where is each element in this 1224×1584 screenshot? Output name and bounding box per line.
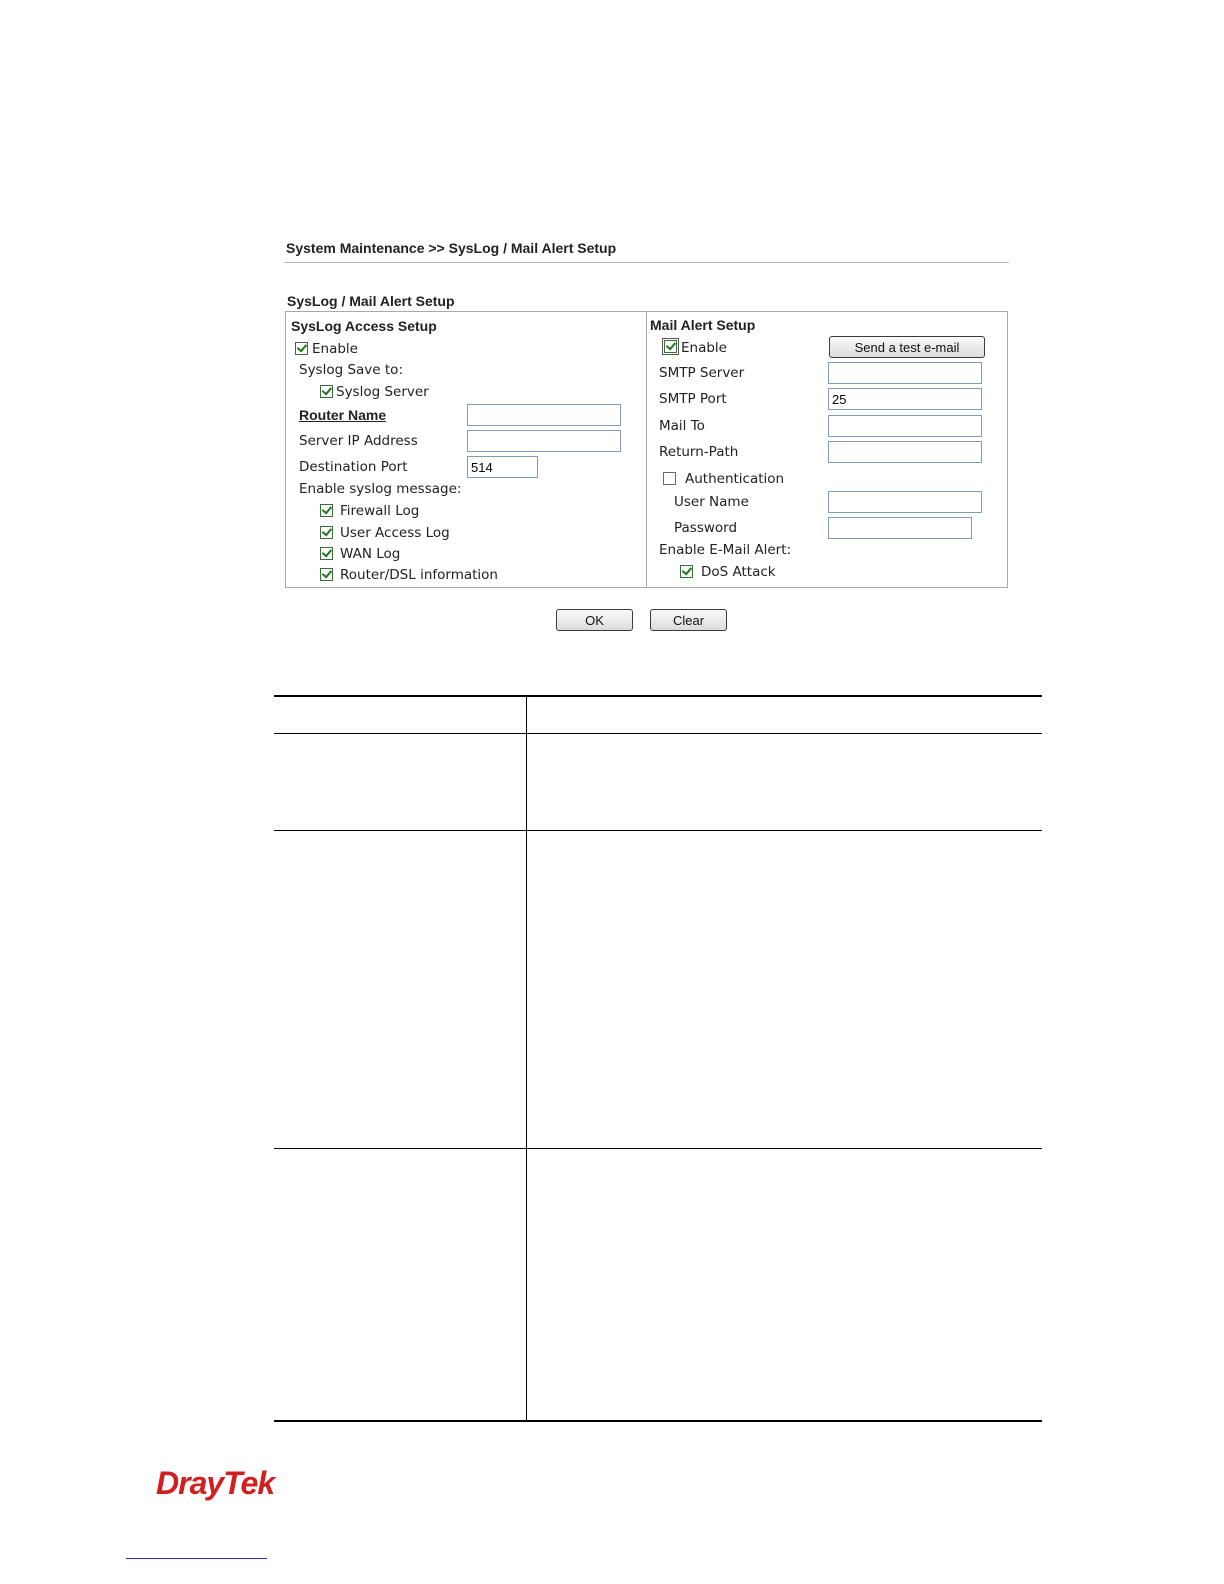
router-name-link[interactable]: Router Name <box>299 407 387 423</box>
authentication-label: Authentication <box>685 471 785 487</box>
panel-divider <box>646 311 647 588</box>
smtp-server-input[interactable] <box>828 362 982 384</box>
table-row-divider <box>274 830 1042 831</box>
mail-enable-label: Enable <box>681 340 727 356</box>
dos-attack-checkbox[interactable] <box>680 565 693 578</box>
mail-enable-checkbox[interactable] <box>664 340 677 353</box>
mail-enable-focus-frame <box>662 338 679 355</box>
password-label: Password <box>674 520 738 536</box>
firewall-log-checkbox[interactable] <box>320 504 333 517</box>
section-title: SysLog / Mail Alert Setup <box>287 293 455 309</box>
table-bottom-border <box>274 1420 1042 1422</box>
syslog-server-label: Syslog Server <box>336 384 429 400</box>
server-ip-input[interactable] <box>467 430 621 452</box>
syslog-server-checkbox[interactable] <box>320 385 333 398</box>
wan-log-checkbox[interactable] <box>320 547 333 560</box>
syslog-heading: SysLog Access Setup <box>291 318 437 334</box>
syslog-enable-checkbox[interactable] <box>295 342 308 355</box>
wan-log-label: WAN Log <box>340 546 401 562</box>
smtp-server-label: SMTP Server <box>659 365 745 381</box>
password-input[interactable] <box>828 517 972 539</box>
destination-port-label: Destination Port <box>299 459 408 475</box>
firewall-log-label: Firewall Log <box>340 503 420 519</box>
mail-to-input[interactable] <box>828 415 982 437</box>
mail-alert-heading: Mail Alert Setup <box>650 317 756 333</box>
table-top-border <box>274 695 1042 697</box>
draytek-logo: DrayTek <box>156 1465 275 1501</box>
send-test-email-button[interactable]: Send a test e-mail <box>829 336 985 358</box>
mail-to-label: Mail To <box>659 418 705 434</box>
table-header-divider <box>274 733 1042 734</box>
user-name-input[interactable] <box>828 491 982 513</box>
router-dsl-info-checkbox[interactable] <box>320 568 333 581</box>
user-name-label: User Name <box>674 494 749 510</box>
router-dsl-info-label: Router/DSL information <box>340 567 498 583</box>
user-access-log-label: User Access Log <box>340 525 450 541</box>
syslog-enable-label: Enable <box>312 341 358 357</box>
breadcrumb: System Maintenance >> SysLog / Mail Alert Setup <box>286 240 617 256</box>
breadcrumb-divider <box>284 262 1009 263</box>
dos-attack-label: DoS Attack <box>701 564 776 580</box>
server-ip-label: Server IP Address <box>299 433 418 449</box>
syslog-save-to-label: Syslog Save to: <box>299 362 403 378</box>
router-name-input[interactable] <box>467 404 621 426</box>
enable-email-alert-label: Enable E-Mail Alert: <box>659 542 792 558</box>
return-path-label: Return-Path <box>659 444 739 460</box>
destination-port-input[interactable] <box>467 456 538 478</box>
authentication-checkbox[interactable] <box>663 472 676 485</box>
user-access-log-checkbox[interactable] <box>320 526 333 539</box>
enable-syslog-message-label: Enable syslog message: <box>299 481 462 497</box>
ok-button[interactable]: OK <box>556 609 633 631</box>
clear-button[interactable]: Clear <box>650 609 727 631</box>
smtp-port-label: SMTP Port <box>659 391 727 407</box>
table-row-divider <box>274 1148 1042 1149</box>
return-path-input[interactable] <box>828 441 982 463</box>
smtp-port-input[interactable] <box>828 388 982 410</box>
table-column-divider <box>526 697 527 1421</box>
footer-rule <box>126 1558 267 1559</box>
